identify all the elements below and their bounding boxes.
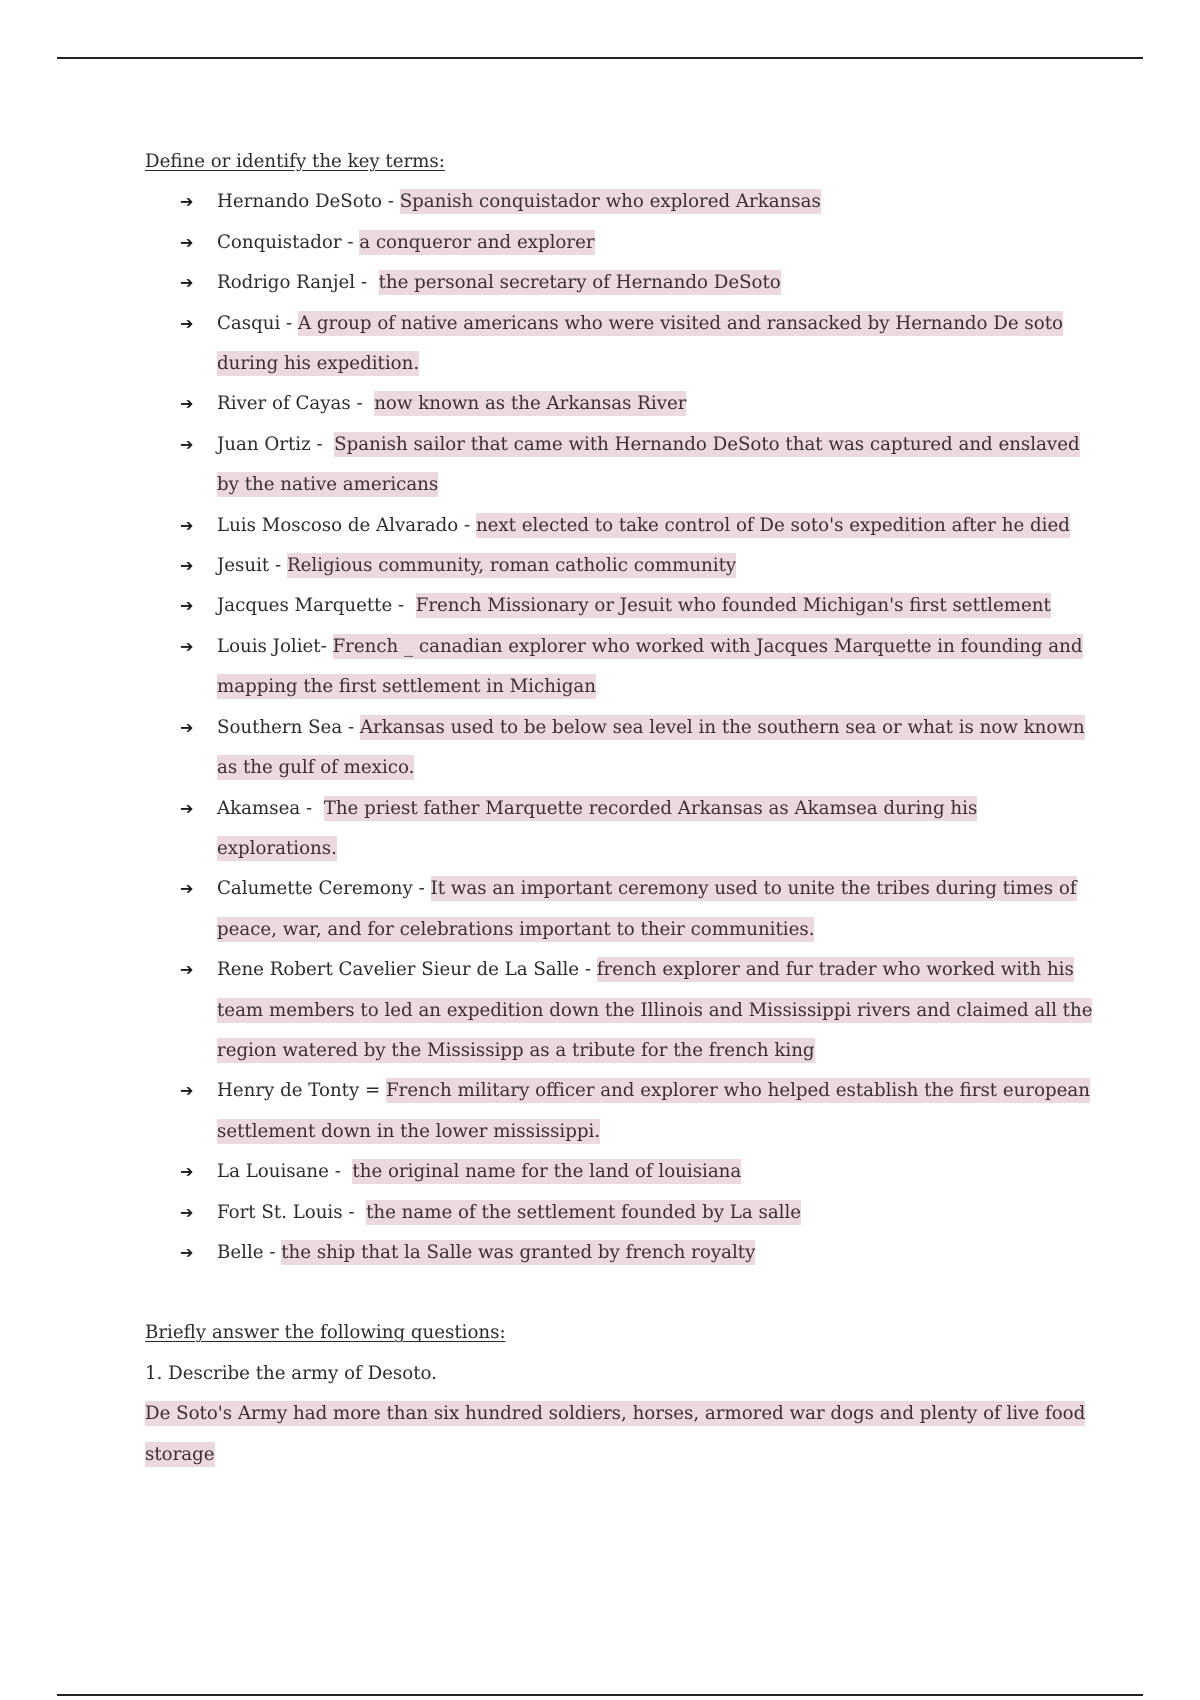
- term-separator: -: [280, 312, 298, 334]
- term-name: Belle: [217, 1241, 264, 1263]
- term-item: [180, 1071, 1095, 1152]
- arrow-right-icon: ➔: [180, 515, 194, 535]
- term-name: La Louisane: [217, 1161, 329, 1183]
- term-separator: -: [328, 1161, 353, 1183]
- term-item: [180, 869, 1095, 950]
- term-separator: -: [310, 433, 335, 455]
- arrow-right-icon: ➔: [180, 636, 194, 656]
- arrow-right-icon: ➔: [180, 434, 194, 454]
- term-item: [180, 1152, 1095, 1192]
- term-definition: It was an important ceremony used to unite the tribes during times of peace, war, and for celebrations important to their communities.: [217, 878, 1077, 940]
- term-separator: -: [342, 1201, 367, 1223]
- term-separator: -: [412, 878, 431, 900]
- arrow-right-icon: ➔: [180, 232, 194, 252]
- term-item: [180, 1233, 1095, 1273]
- term-item: [180, 789, 1095, 870]
- answer-1-block: [145, 1394, 1095, 1475]
- term-name: Jacques Marquette: [217, 595, 393, 617]
- term-definition: Spanish conquistador who explored Arkansas: [399, 191, 821, 213]
- document-content: [145, 142, 1095, 1475]
- term-definition: Arkansas used to be below sea level in the southern sea or what is now known as the gulf of mexico.: [217, 716, 1085, 779]
- term-definition: French _ canadian explorer who worked with Jacques Marquette in founding and mapping the first settlement in Michigan: [217, 635, 1083, 698]
- term-item: [180, 586, 1095, 626]
- term-name: Calumette Ceremony: [217, 878, 413, 900]
- term-item: [180, 708, 1095, 789]
- question-1: 1. Describe the army of Desoto.: [145, 1362, 437, 1384]
- term-name: Juan Ortiz: [217, 433, 311, 455]
- top-rule: [57, 57, 1143, 59]
- key-terms-list: [145, 182, 1095, 1273]
- arrow-right-icon: ➔: [180, 1202, 194, 1222]
- term-name: Rodrigo Ranjel: [217, 272, 356, 294]
- term-name: Akamsea: [217, 797, 301, 819]
- term-separator: -: [300, 797, 324, 819]
- term-name: Henry de Tonty: [217, 1080, 360, 1102]
- term-separator: -: [579, 959, 597, 981]
- arrow-right-icon: ➔: [180, 717, 194, 737]
- arrow-right-icon: ➔: [180, 798, 194, 818]
- arrow-right-icon: ➔: [180, 596, 194, 616]
- term-item: [180, 425, 1095, 506]
- term-definition: The priest father Marquette recorded Arkansas as Akamsea during his explorations.: [217, 797, 978, 859]
- term-item: [180, 384, 1095, 424]
- bottom-rule: [57, 1694, 1143, 1696]
- questions-section: [145, 1313, 1095, 1475]
- term-definition: Spanish sailor that came with Hernando DeSoto that was captured and enslaved by the native americans: [217, 433, 1080, 496]
- term-definition: A group of native americans who were visited and ransacked by Hernando De soto during his expedition.: [217, 312, 1063, 375]
- term-definition: the personal secretary of Hernando DeSoto: [378, 272, 781, 294]
- term-definition: Religious community, roman catholic community: [286, 555, 737, 577]
- arrow-right-icon: ➔: [180, 1081, 194, 1101]
- arrow-right-icon: ➔: [180, 556, 194, 576]
- term-definition: next elected to take control of De soto's expedition after he died: [475, 514, 1070, 536]
- key-terms-heading: Define or identify the key terms:: [145, 151, 445, 172]
- arrow-right-icon: ➔: [180, 313, 194, 333]
- term-item: [180, 223, 1095, 263]
- term-separator: -: [320, 635, 333, 657]
- arrow-right-icon: ➔: [180, 960, 194, 980]
- arrow-right-icon: ➔: [180, 273, 194, 293]
- answer-1: De Soto's Army had more than six hundred soldiers, horses, armored war dogs and plenty of live food storage: [145, 1403, 1086, 1465]
- term-separator: -: [350, 393, 375, 415]
- term-definition: French military officer and explorer who helped establish the first european settlement down in the lower mississippi.: [217, 1080, 1090, 1142]
- term-name: River of Cayas: [217, 393, 351, 415]
- term-name: Southern Sea: [217, 716, 343, 738]
- term-definition: the original name for the land of louisiana: [352, 1161, 742, 1183]
- term-item: [180, 182, 1095, 222]
- term-separator: -: [355, 272, 379, 294]
- term-separator: -: [381, 191, 400, 213]
- term-definition: now known as the Arkansas River: [374, 393, 687, 415]
- term-separator: -: [392, 595, 416, 617]
- term-name: Hernando DeSoto: [217, 191, 382, 213]
- term-separator: -: [342, 716, 360, 738]
- term-name: Rene Robert Cavelier Sieur de La Salle: [217, 959, 580, 981]
- term-separator: -: [269, 555, 287, 577]
- term-separator: =: [359, 1080, 387, 1102]
- term-separator: -: [458, 514, 476, 536]
- arrow-right-icon: ➔: [180, 192, 194, 212]
- term-name: Casqui: [217, 312, 281, 334]
- term-item: [180, 1193, 1095, 1233]
- questions-heading: Briefly answer the following questions:: [145, 1322, 506, 1344]
- term-definition: the ship that la Salle was granted by french royalty: [281, 1241, 756, 1263]
- term-name: Luis Moscoso de Alvarado: [217, 514, 459, 536]
- arrow-right-icon: ➔: [180, 394, 194, 414]
- term-name: Fort St. Louis: [217, 1201, 343, 1223]
- term-name: Conquistador: [217, 231, 342, 253]
- term-separator: -: [263, 1241, 282, 1263]
- term-item: [180, 546, 1095, 586]
- term-name: Jesuit: [217, 555, 270, 577]
- term-item: [180, 304, 1095, 385]
- term-name: Louis Joliet: [217, 635, 321, 657]
- term-item: [180, 263, 1095, 303]
- term-definition: a conqueror and explorer: [359, 231, 595, 253]
- term-separator: -: [341, 231, 360, 253]
- arrow-right-icon: ➔: [180, 879, 194, 899]
- term-definition: the name of the settlement founded by La salle: [366, 1201, 802, 1223]
- term-definition: french explorer and fur trader who worked with his team members to led an expedition down the Illinois and Mississippi rivers and claimed all the region watered by the Mississipp as a tribute for the french king: [217, 959, 1093, 1061]
- arrow-right-icon: ➔: [180, 1162, 194, 1182]
- term-item: [180, 506, 1095, 546]
- term-item: [180, 950, 1095, 1071]
- term-definition: French Missionary or Jesuit who founded Michigan's first settlement: [415, 595, 1051, 617]
- term-item: [180, 627, 1095, 708]
- arrow-right-icon: ➔: [180, 1242, 194, 1262]
